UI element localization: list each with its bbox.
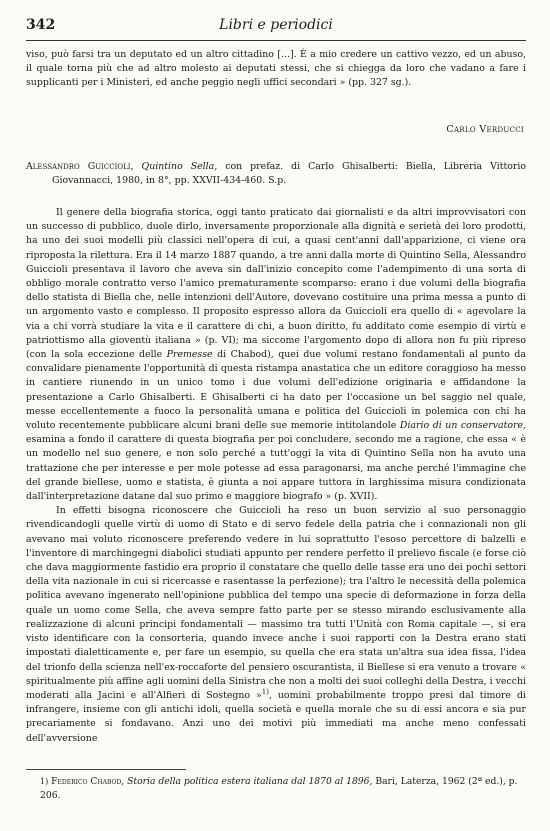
footnote xyxy=(40,775,526,803)
body-italic: Premesse xyxy=(166,349,213,361)
intro-paragraph: viso, può farsi tra un deputato ed un altro cittadino [...]. È a mio credere un cattivo vezzo, ed un abuso, il quale torna più che ad altro molesto ai deputati stessi, che si chiegga da loro che vadano a fare i supplicanti per i Ministeri, ed anche peggio negli uffici secondari » (pp. 327 sg.). xyxy=(26,49,526,89)
running-title: Libri e periodici xyxy=(219,17,333,33)
reference-author: Alessandro Guiccioli, xyxy=(26,161,134,172)
footnote-rule xyxy=(26,769,186,770)
page-number: 342 xyxy=(26,17,56,33)
body-paragraph xyxy=(26,206,526,504)
body-paragraph xyxy=(26,504,526,745)
review-signature: Carlo Verducci xyxy=(446,124,524,135)
body-text: Il genere della biografia storica, oggi tanto praticato dai giornalisti e da altri improvvisatori con un successo di pubblico, duole dirlo, inversamente proporzionale alla dignità e serietà dei loro prodotti, ha uno dei suoi modelli più classici nell'opera di cui, a quasi cent'anni dall'apparizione, ci viene ora riproposta la rilettura. Era il 14 marzo 1887 quando, a tre anni dalla morte di Quintino Sella, Alessandro Guiccioli presentava il lavoro che aveva sin dall'inizio concepito come l'adempimento di una sorta di obbligo morale contratto verso l'amico prematuramente scomparso: erano i due volumi della biografia dello statista di Biella che, nelle intenzioni dell'Autore, dovevano costituire una prima messa a punto di un argomento vasto e complesso. Il proposito espresso allora da Guiccioli era quello di « agevolare la via a chi vorrà studiare la vita e il carattere di chi, a buon diritto, fu additato come esempio di virtù e patriottismo alla gioventù italiana » (p. VI); ma siccome l'argomento dopo di allora non fu più ripreso (con la sola eccezione delle xyxy=(26,207,526,361)
reference-line xyxy=(26,160,526,187)
footnote-marker: 1) xyxy=(40,777,49,786)
reference-title: Quintino Sella, xyxy=(141,161,218,172)
reference-details: con prefaz. di Carlo Ghisalberti: Biella, Libreria Vittorio Giovannacci, 1980, in 8°, pp. XXVII-434-460. S.p. xyxy=(52,161,527,186)
page-header xyxy=(26,10,526,41)
intro-paragraph-block xyxy=(26,48,526,91)
article-body xyxy=(26,206,526,746)
body-text: In effetti bisogna riconoscere che Guiccioli ha reso un buon servizio al suo personaggio rivendicandogli quelle virtù di uomo di Stato e di servo fedele della patria che i connazionali non gli avevano mai voluto riconoscere preferendo vedere in lui soprattutto l'esoso percettore di balzelli e l'inventore di marchingegni diabolici studiati appunto per rendere perfetto il prelievo fiscale (e forse ciò che dava maggiormente fastidio era proprio il constatare che quello delle tasse era uno dei pochi settori della vita nazionale in cui si ricercasse e rasentasse la perfezione); tra l'altro le necessità della polemica politica avevano ingenerato nell'opinione pubblica del tempo una specie di deformazione in forza della quale un uomo come Sella, che aveva sempre fatto parte per se stesso mirando esclusivamente alla realizzazione di alcuni principi fondamentali — massimo tra tutti l'Unità con Roma capitale —, si era visto identificare con la consorteria, quando invece anche i suoi rapporti con la Destra erano stati impostati dialetticamente e, per fare un esempio, su quella che era stata un'altra sua idea fissa, l'idea del trionfo della scienza nell'ex-roccaforte del pensiero oscurantista, il Biellese si era venuto a trovare « spiritualmente più affine agli uomini della Sinistra che non a molti dei suoi colleghi della Destra, i vecchi moderati alla Jacini e all'Alfieri di Sostegno » xyxy=(26,505,526,701)
body-text: , uomini probabilmente troppo presi dal timore di infrangere, insieme con gli antichi idoli, quella società e quella morale che su di essi ancora e sia pur precariamente si fondavano. Anzi uno dei motivi più immediati ma anche meno confessati dell'avversione xyxy=(26,689,526,744)
body-italic: Diario di un conservatore, xyxy=(399,420,527,432)
footnote-title: Storia della politica estera italiana dal 1870 al 1896, xyxy=(127,776,373,787)
body-text: di Chabod), quei due volumi restano fondamentali al punto da convalidare pienamente l'opportunità di questa ristampa anastatica che un editore coraggioso ha messo in cantiere riunendo in un unico tomo i due volumi dell'edizione originaria e affidandone la presentazione a Carlo Ghisalberti. E Ghisalberti ci ha dato per l'occasione un bel saggio nel quale, messe eccellentemente a fuoco la personalità umana e politica del Guiccioli in polemica con chi ha voluto recentemente pubblicare alcuni brani delle sue memorie intitolandole xyxy=(26,349,526,432)
footnote-author: Federico Chabod, xyxy=(51,776,125,787)
footnote-reference: 1) xyxy=(261,687,269,696)
footnote-details: Bari, Laterza, 1962 (2ª ed.), p. 206. xyxy=(40,776,518,801)
bibliographic-reference xyxy=(26,160,526,187)
body-text: esamina a fondo il carattere di questa biografia per poi concludere, secondo me a ragione, che essa « è un modello nel suo genere, e non solo perché a tutt'oggi la vita di Quintino Sella non ha avuto una trattazione che per interesse e per mole potesse ad essa paragonarsi, ma anche perché l'immagine che del grande biellese, uomo e statista, è giunta a noi appare tuttora in larghissima misura condizionata dall'interpretazione datane dal suo primo e maggiore biografo » (p. XVII). xyxy=(26,434,526,503)
